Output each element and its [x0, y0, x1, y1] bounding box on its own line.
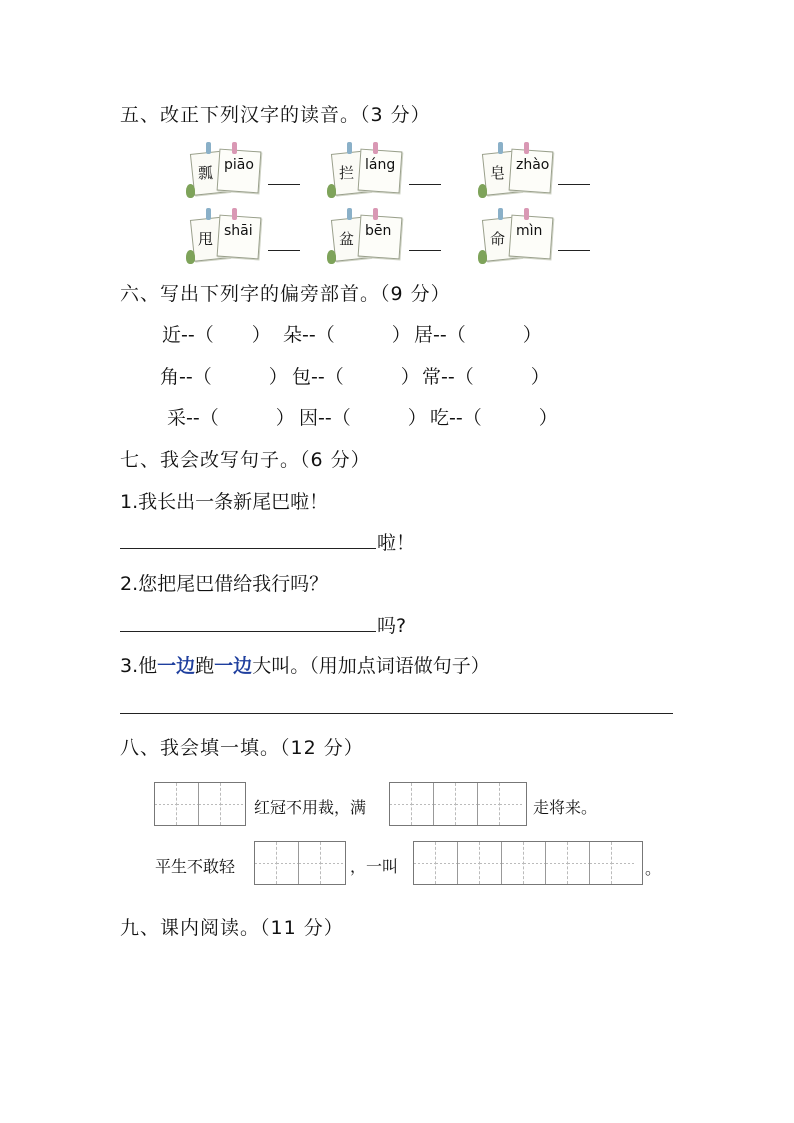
writing-grid[interactable]: [154, 782, 246, 826]
card-character: 盆: [339, 230, 355, 248]
section-8-title: 八、我会填一填。（12 分）: [120, 737, 364, 759]
card-character: 拦: [339, 164, 355, 182]
card-character: 命: [490, 230, 506, 248]
section-9-title: 九、课内阅读。（11 分）: [120, 917, 344, 939]
answer-blank[interactable]: [558, 250, 590, 251]
pinyin-card: [480, 146, 556, 196]
section-6-title: 六、写出下列字的偏旁部首。（9 分）: [120, 283, 451, 305]
radical-item: 角--（ ）: [160, 366, 288, 388]
q3-highlight-1: 一边: [157, 655, 196, 677]
radical-item: 采--（ ）: [167, 407, 295, 429]
rewrite-question-2: 2.您把尾巴借给我行吗？: [120, 573, 329, 595]
writing-grid[interactable]: [389, 782, 527, 826]
answer-line-2[interactable]: [120, 631, 376, 632]
writing-grid[interactable]: [254, 841, 346, 885]
leaf-icon: [327, 184, 336, 198]
radical-item: 常--（ ）: [422, 366, 550, 388]
writing-grid[interactable]: [413, 841, 643, 885]
pinyin-card: [329, 212, 405, 262]
answer-blank[interactable]: [409, 250, 441, 251]
answer-suffix-1: 啦！: [377, 532, 416, 554]
q3-prefix: 3.他: [120, 655, 158, 677]
leaf-icon: [327, 250, 336, 264]
q3-suffix: 大叫。（用加点词语做句子）: [252, 655, 490, 677]
radical-item: 居--（ ）: [414, 324, 542, 346]
rewrite-question-1: 1.我长出一条新尾巴啦！: [120, 491, 329, 513]
card-pinyin: shāi: [224, 223, 253, 239]
poem-line-1b: 走将来。: [533, 798, 598, 817]
radical-item: 朵--（ ）: [283, 324, 411, 346]
answer-line-1[interactable]: [120, 548, 376, 549]
poem-line-2-end: 。: [645, 859, 662, 878]
q3-mid: 跑: [195, 655, 215, 677]
radical-item: 包--（ ）: [292, 366, 420, 388]
card-pinyin: piāo: [224, 157, 254, 173]
radical-item: 吃--（ ）: [430, 407, 558, 429]
answer-line-3[interactable]: [120, 713, 673, 714]
card-pinyin: láng: [365, 157, 396, 173]
poem-line-2b: ，一叫: [350, 857, 399, 876]
section-5-title: 五、改正下列汉字的读音。（3 分）: [120, 104, 431, 126]
leaf-icon: [186, 250, 195, 264]
card-character: 甩: [198, 230, 214, 248]
card-pinyin: bēn: [365, 223, 392, 239]
answer-blank[interactable]: [268, 250, 300, 251]
answer-suffix-2: 吗?: [377, 615, 407, 637]
pinyin-card: [188, 212, 264, 262]
pinyin-card: [480, 212, 556, 262]
radical-item: 近--（ ）: [162, 324, 271, 346]
radical-item: 因--（ ）: [299, 407, 427, 429]
card-pinyin: zhào: [516, 157, 550, 173]
card-character: 皂: [490, 164, 506, 182]
pinyin-card: [329, 146, 405, 196]
section-7-title: 七、我会改写句子。（6 分）: [120, 449, 371, 471]
card-pinyin: mìn: [516, 223, 543, 239]
leaf-icon: [186, 184, 195, 198]
poem-line-1a: 红冠不用裁，满: [254, 798, 367, 817]
leaf-icon: [478, 184, 487, 198]
answer-blank[interactable]: [558, 184, 590, 185]
card-character: 瓢: [198, 164, 214, 182]
poem-line-2a: 平生不敢轻: [155, 857, 236, 876]
answer-blank[interactable]: [268, 184, 300, 185]
rewrite-question-3: [120, 651, 490, 678]
leaf-icon: [478, 250, 487, 264]
answer-blank[interactable]: [409, 184, 441, 185]
pinyin-card: [188, 146, 264, 196]
q3-highlight-2: 一边: [214, 655, 253, 677]
